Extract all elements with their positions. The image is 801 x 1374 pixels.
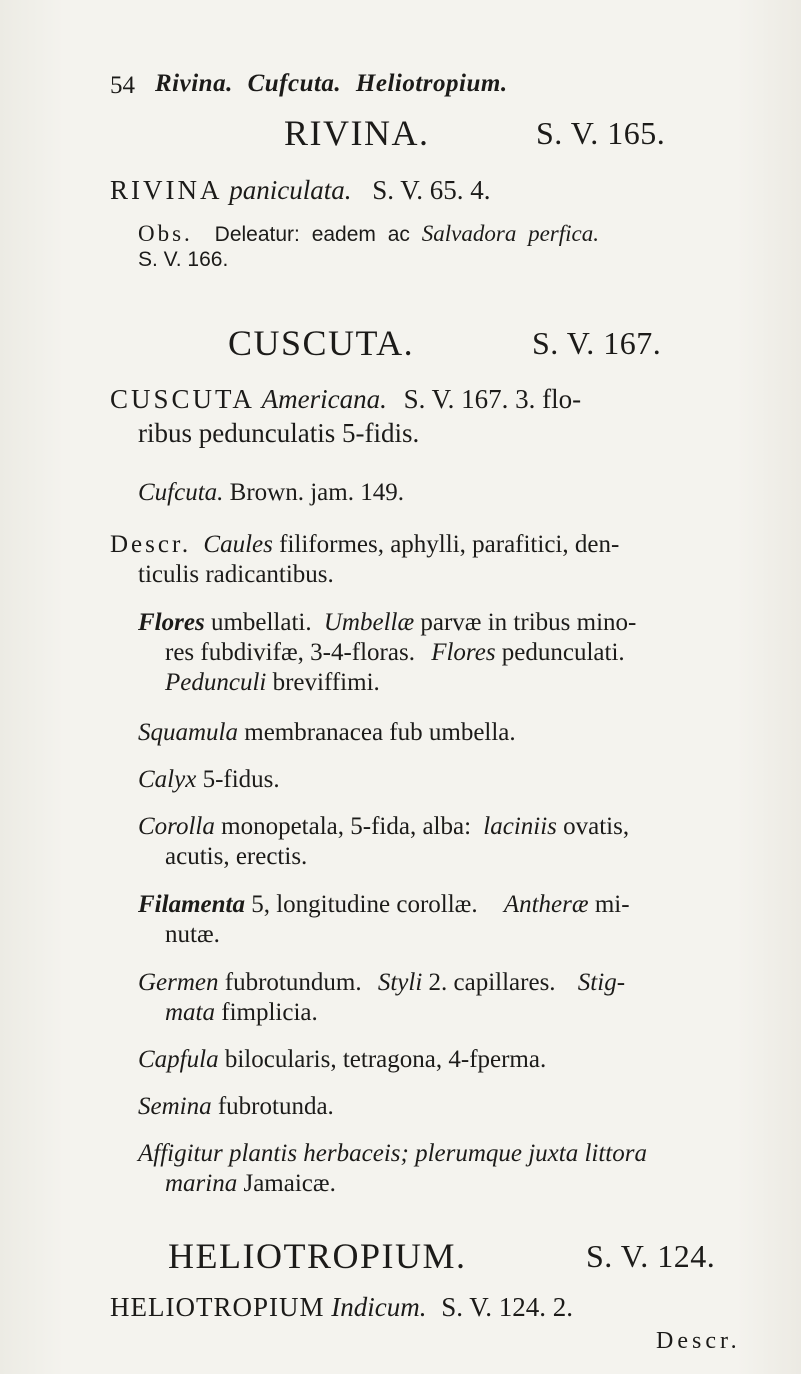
- cuscuta-umbellae-term: Umbellæ: [323, 609, 415, 636]
- cuscuta-flores-cont-text: res fubdivifæ, 3-4-floras.: [165, 639, 415, 666]
- cuscuta-stigmata-text: fimplicia.: [221, 999, 318, 1026]
- cuscuta-corolla-cont: acutis, erectis.: [165, 843, 308, 870]
- cuscuta-laciniis-term: laciniis: [483, 813, 557, 840]
- rivina-species-line: [110, 175, 491, 205]
- cuscuta-descr-cont: ticulis radicantibus.: [138, 561, 334, 588]
- rivina-species-genus: RIVINA: [110, 175, 223, 205]
- cuscuta-calyx-line: [138, 765, 280, 795]
- cuscuta-descr-label: Descr.: [110, 531, 192, 558]
- cuscuta-germen-line: [138, 968, 625, 998]
- cuscuta-habitat-line2: [165, 1169, 336, 1199]
- cuscuta-germen-term: Germen: [138, 969, 219, 996]
- cuscuta-squamula-text: membranacea fub umbella.: [244, 719, 516, 746]
- cuscuta-pedunculi-line: [165, 668, 380, 698]
- heliotropium-heading-ref: S. V. 124.: [586, 1238, 716, 1274]
- cuscuta-corolla-line: [138, 812, 629, 842]
- cuscuta-flores-text: umbellati.: [210, 609, 312, 636]
- heliotropium-species-line: [110, 1292, 573, 1322]
- rivina-obs-line: [138, 220, 599, 248]
- cuscuta-capfula-term: Capfula: [138, 1046, 219, 1073]
- cuscuta-squamula-term: Squamula: [138, 719, 238, 746]
- cuscuta-calyx-term: Calyx: [138, 766, 197, 793]
- rivina-obs-label: Obs.: [138, 221, 193, 246]
- cuscuta-pedunculi-text: breviffimi.: [272, 669, 380, 696]
- heliotropium-heading: HELIOTROPIUM.: [168, 1236, 467, 1276]
- cuscuta-heading: CUSCUTA.: [228, 323, 415, 363]
- cuscuta-synonym-name: Cufcuta.: [138, 479, 224, 506]
- cuscuta-antherae-cont: nutæ.: [165, 921, 220, 948]
- cuscuta-flores2-term: Flores: [431, 639, 496, 666]
- cuscuta-filamenta-text: 5, longitudine corollæ.: [251, 891, 478, 918]
- cuscuta-calyx-text: 5-fidus.: [202, 766, 280, 793]
- cuscuta-caules-text: filiformes, aphylli, parafitici, den-: [279, 531, 620, 558]
- cuscuta-umbellae-text: parvæ in tribus mino-: [420, 609, 637, 636]
- cuscuta-semina-line: [138, 1092, 334, 1122]
- cuscuta-germen-text: fubrotundum.: [224, 969, 362, 996]
- rivina-heading-ref: S. V. 165.: [536, 115, 666, 151]
- heliotropium-species-epithet: Indicum.: [331, 1292, 427, 1322]
- rivina-obs-text: Deleatur: eadem ac: [214, 223, 410, 246]
- cuscuta-flores-term: Flores: [138, 609, 205, 636]
- rivina-obs-ref: S. V. 166.: [138, 248, 229, 271]
- cuscuta-styli-term: Styli: [377, 969, 423, 996]
- running-title: Rivina. Cufcuta. Heliotropium.: [155, 70, 508, 97]
- heliotropium-species-genus: HELIOTROPIUM: [110, 1292, 325, 1322]
- cuscuta-stigmata-cont: mata: [165, 999, 215, 1026]
- cuscuta-filamenta-line: [138, 890, 630, 920]
- cuscuta-stigmata-line: [165, 998, 318, 1028]
- cuscuta-synonym-line: [138, 478, 404, 508]
- cuscuta-species-epithet: Americana.: [261, 384, 387, 414]
- cuscuta-species-genus: CUSCUTA: [110, 384, 255, 414]
- cuscuta-species-cont: ribus pedunculatis 5-fidis.: [138, 418, 420, 448]
- cuscuta-heading-ref: S. V. 167.: [532, 325, 662, 361]
- cuscuta-corolla-text: monopetala, 5-fida, alba:: [221, 813, 472, 840]
- cuscuta-antherae-text: mi-: [594, 891, 630, 918]
- cuscuta-habitat-marina: marina: [165, 1170, 238, 1197]
- rivina-heading: RIVINA.: [284, 113, 430, 153]
- cuscuta-synonym-ref: Brown. jam. 149.: [229, 479, 404, 506]
- cuscuta-pedunculi-term: Pedunculi: [165, 669, 267, 696]
- cuscuta-styli-text: 2. capillares.: [428, 969, 556, 996]
- cuscuta-descr-line: [110, 530, 619, 560]
- heliotropium-species-ref: S. V. 124. 2.: [441, 1292, 574, 1322]
- cuscuta-corolla-term: Corolla: [138, 813, 215, 840]
- rivina-obs-taxon: Salvadora perfica.: [421, 221, 599, 246]
- cuscuta-habitat-line1: Affigitur plantis herbaceis; plerumque juxta littora: [138, 1140, 647, 1167]
- cuscuta-species-ref: S. V. 167. 3. flo-: [403, 384, 582, 414]
- rivina-species-ref: S. V. 65. 4.: [372, 175, 491, 205]
- cuscuta-laciniis-text: ovatis,: [563, 813, 630, 840]
- cuscuta-semina-text: fubrotunda.: [217, 1093, 334, 1120]
- page-number: 54: [110, 72, 135, 99]
- cuscuta-capfula-text: bilocularis, tetragona, 4-fperma.: [224, 1046, 547, 1073]
- cuscuta-flores-line: [138, 608, 636, 638]
- cuscuta-caules-term: Caules: [203, 531, 273, 558]
- cuscuta-semina-term: Semina: [138, 1093, 212, 1120]
- cuscuta-flores2-text: pedunculati.: [501, 639, 625, 666]
- cuscuta-flores-cont-line: [165, 638, 625, 668]
- cuscuta-stigmata-term: Stig-: [577, 969, 626, 996]
- catchword: Descr.: [656, 1328, 741, 1354]
- cuscuta-habitat-place: Jamaicæ.: [243, 1170, 336, 1197]
- rivina-species-epithet: paniculata.: [229, 175, 352, 205]
- cuscuta-squamula-line: [138, 718, 516, 748]
- cuscuta-antherae-term: Antheræ: [503, 891, 589, 918]
- cuscuta-capfula-line: [138, 1045, 546, 1075]
- cuscuta-filamenta-term: Filamenta: [138, 891, 245, 918]
- cuscuta-species-line: [110, 384, 581, 414]
